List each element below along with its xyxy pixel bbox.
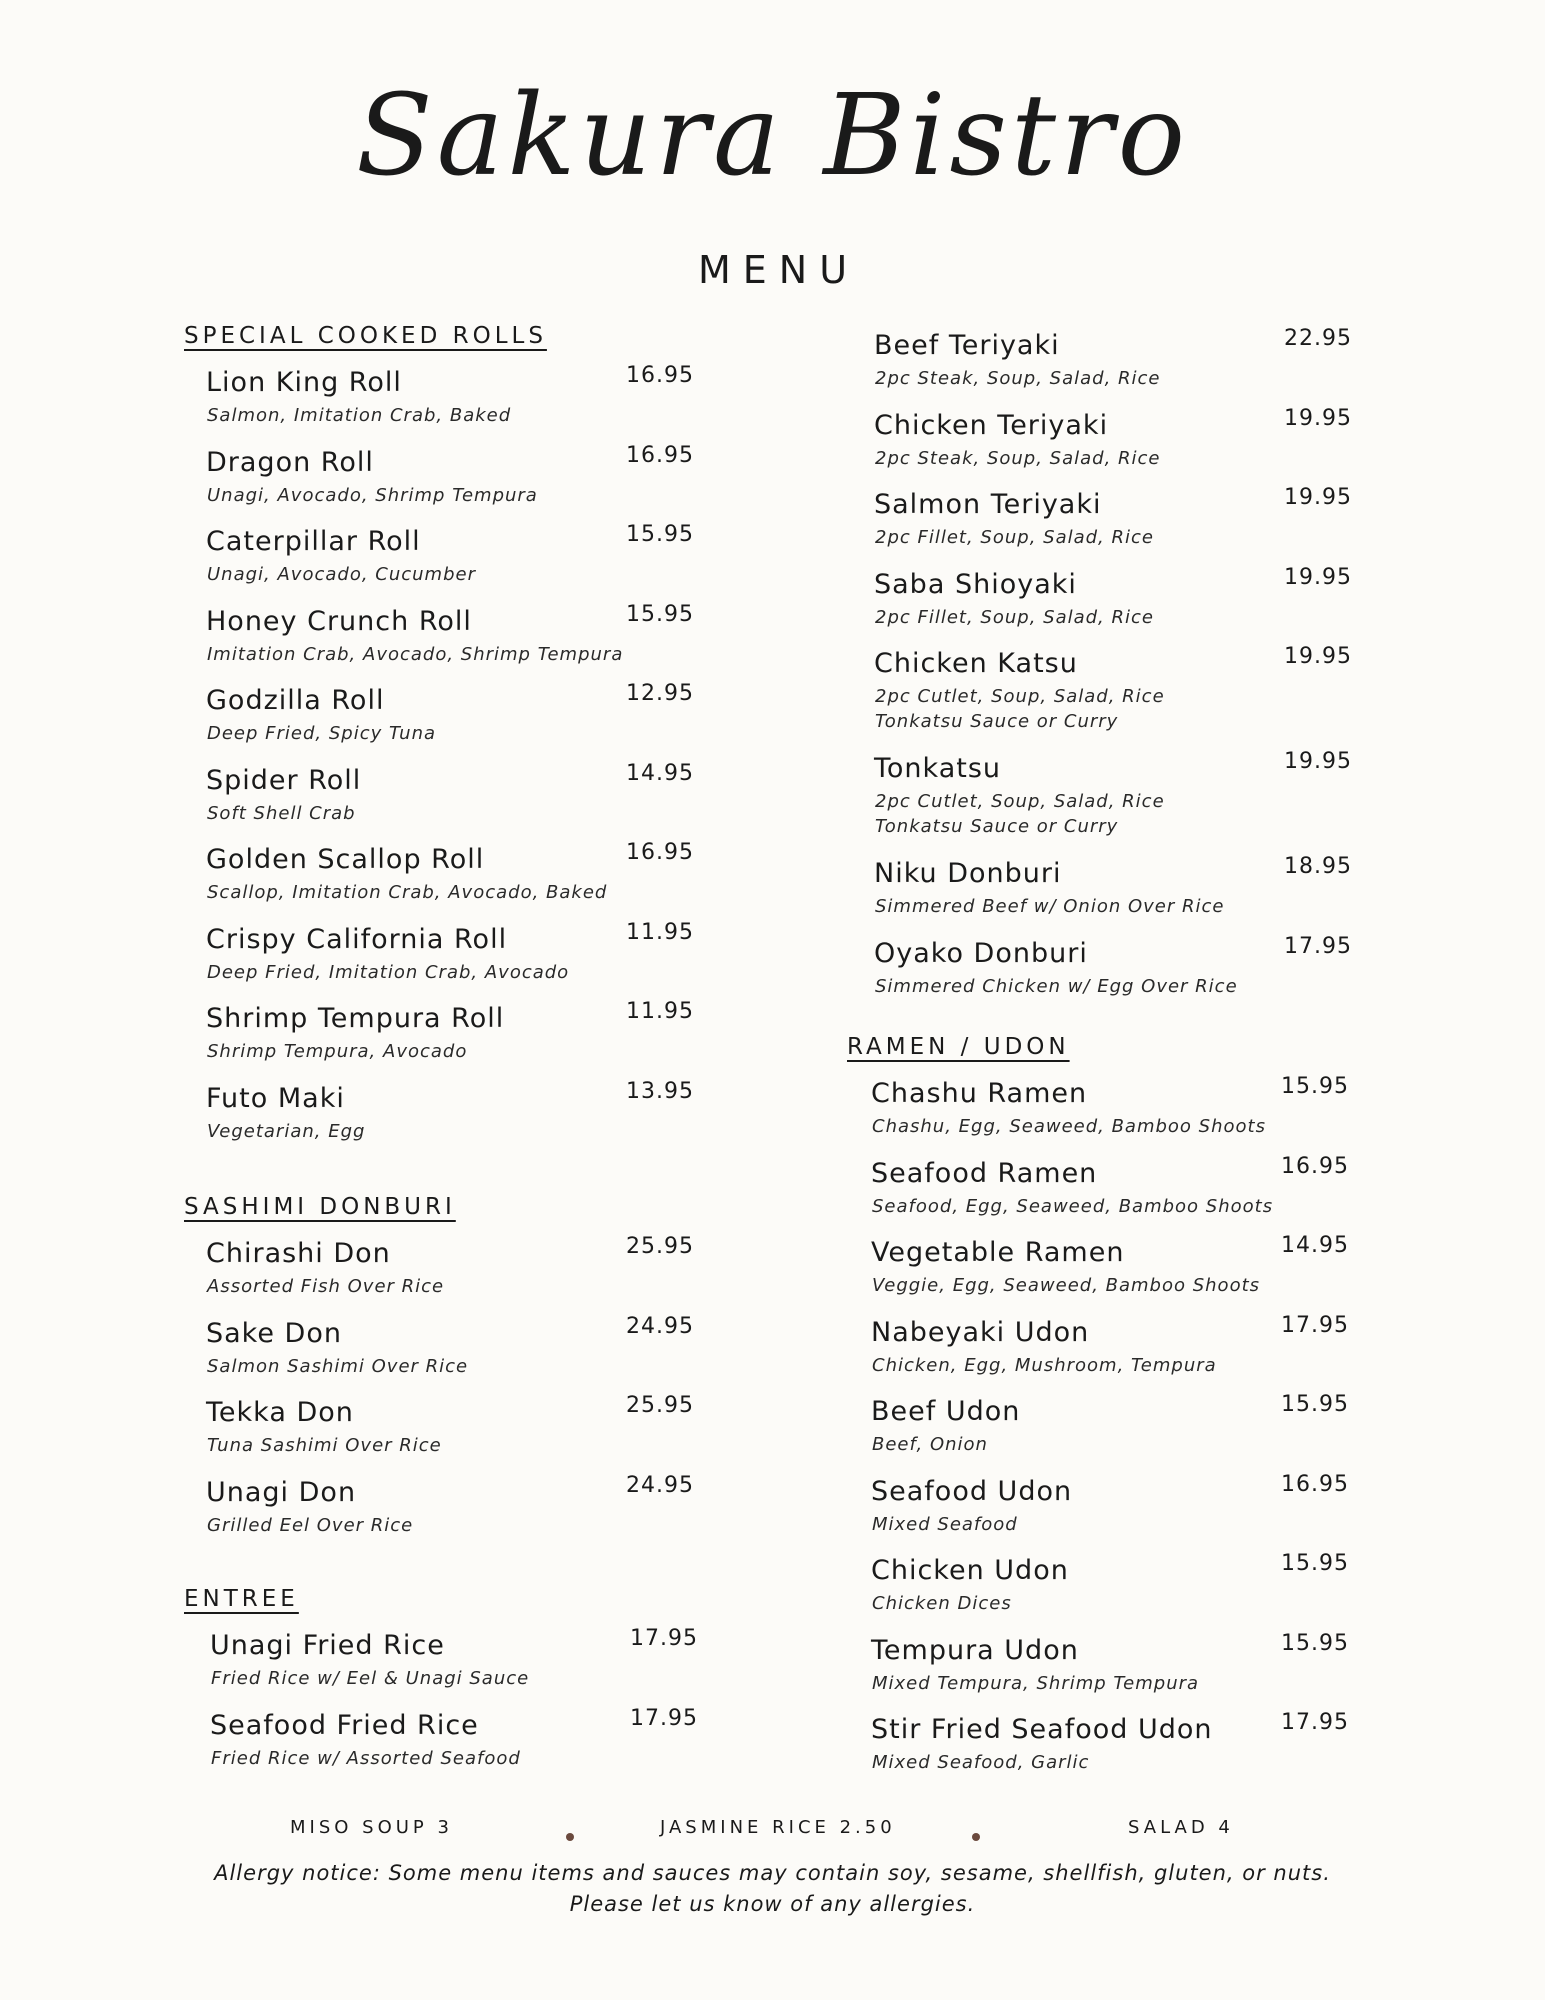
item-description: 2pc Steak, Soup, Salad, Rice — [875, 368, 1161, 389]
item-name: Futo Maki — [206, 1082, 345, 1114]
item-description: Chicken Dices — [872, 1593, 1012, 1614]
item-name: Dragon Roll — [206, 446, 374, 478]
item-description: Soft Shell Crab — [207, 802, 356, 824]
item-name: Tekka Don — [206, 1397, 354, 1428]
item-list — [847, 1074, 1391, 1794]
item-name: Unagi Don — [206, 1476, 357, 1508]
item-price: 19.95 — [1284, 644, 1352, 669]
item-name: Stir Fried Seafood Udon — [871, 1714, 1213, 1745]
item-price: 16.95 — [626, 442, 694, 468]
item-name: Beef Udon — [871, 1396, 1021, 1427]
menu-item — [206, 1078, 706, 1163]
item-price: 25.95 — [626, 1234, 694, 1259]
item-price: 17.95 — [1281, 1312, 1349, 1338]
item-price: 16.95 — [1281, 1153, 1349, 1179]
item-price: 19.95 — [1284, 405, 1352, 431]
item-name: Shrimp Tempura Roll — [206, 1003, 505, 1034]
item-description: Beef, Onion — [872, 1434, 988, 1455]
item-name: Nabeyaki Udon — [871, 1316, 1090, 1348]
item-price: 22.95 — [1284, 326, 1352, 351]
item-description: Seafood, Egg, Seaweed, Bamboo Shoots — [872, 1195, 1274, 1217]
item-description: 2pc Cutlet, Soup, Salad, Rice — [875, 791, 1165, 812]
item-name: Vegetable Ramen — [871, 1237, 1125, 1268]
extra-salad: SALAD 4 — [1128, 1817, 1234, 1838]
menu-item — [206, 363, 706, 447]
item-description: Simmered Chicken w/ Egg Over Rice — [875, 975, 1238, 997]
bullet-dot-icon — [972, 1833, 980, 1841]
section-heading: RAMEN / UDON — [847, 1034, 1070, 1060]
section-heading: SASHIMI DONBURI — [184, 1194, 456, 1220]
item-price: 11.95 — [626, 919, 694, 945]
item-description: Unagi, Avocado, Cucumber — [207, 564, 476, 585]
item-name: Caterpillar Roll — [206, 526, 421, 557]
section-heading: ENTREE — [184, 1586, 299, 1612]
menu-item — [206, 681, 706, 765]
item-price: 14.95 — [1281, 1233, 1349, 1258]
item-name: Chirashi Don — [206, 1238, 391, 1269]
item-price: 13.95 — [626, 1078, 694, 1104]
item-description: Fried Rice w/ Assorted Seafood — [211, 1747, 521, 1769]
menu-item — [874, 749, 1394, 858]
item-price: 19.95 — [1284, 485, 1352, 510]
menu-item — [210, 1705, 710, 1790]
item-price: 19.95 — [1284, 749, 1352, 774]
item-description: Deep Fried, Imitation Crab, Avocado — [207, 961, 570, 983]
extra-jasmine-rice: JASMINE RICE 2.50 — [660, 1817, 896, 1838]
section-entree — [184, 1586, 710, 1789]
menu-item — [206, 1313, 706, 1398]
item-description: 2pc Fillet, Soup, Salad, Rice — [875, 527, 1154, 548]
item-name: Chicken Udon — [871, 1555, 1069, 1586]
item-name: Spider Roll — [206, 764, 362, 796]
menu-item — [874, 933, 1394, 1018]
item-name: Seafood Fried Rice — [210, 1709, 479, 1741]
item-description: Fried Rice w/ Eel & Unagi Sauce — [211, 1668, 530, 1689]
item-description: Chicken, Egg, Mushroom, Tempura — [872, 1354, 1217, 1376]
item-price: 16.95 — [626, 840, 694, 865]
menu-item — [871, 1392, 1391, 1476]
menu-item — [871, 1153, 1391, 1238]
item-list — [850, 326, 1394, 1017]
item-name: Honey Crunch Roll — [206, 605, 472, 637]
extra-miso-soup: MISO SOUP 3 — [290, 1817, 453, 1838]
menu-item — [871, 1312, 1391, 1397]
section-special-cooked-rolls — [184, 323, 706, 1162]
menu-item — [874, 485, 1394, 569]
menu-item — [874, 644, 1394, 753]
item-name: Chicken Katsu — [874, 648, 1078, 679]
item-name: Seafood Udon — [871, 1475, 1073, 1507]
section-entree-continued — [850, 326, 1394, 1017]
item-price: 15.95 — [1281, 1392, 1349, 1417]
item-price: 17.95 — [630, 1626, 698, 1651]
bullet-dot-icon — [566, 1833, 574, 1841]
item-name: Sake Don — [206, 1317, 342, 1349]
menu-item — [874, 854, 1394, 938]
item-description: Unagi, Avocado, Shrimp Tempura — [207, 484, 538, 506]
item-name: Oyako Donburi — [874, 937, 1088, 969]
item-description: Salmon, Imitation Crab, Baked — [207, 405, 512, 426]
menu-item — [206, 919, 706, 1004]
menu-item — [206, 999, 706, 1083]
item-price: 25.95 — [626, 1393, 694, 1418]
item-price: 11.95 — [626, 999, 694, 1024]
item-description: Imitation Crab, Avocado, Shrimp Tempura — [207, 643, 624, 665]
menu-item — [871, 1630, 1391, 1715]
item-name: Salmon Teriyaki — [874, 489, 1102, 520]
item-price: 18.95 — [1284, 854, 1352, 879]
item-description: Assorted Fish Over Rice — [207, 1276, 445, 1297]
item-description-extra: Tonkatsu Sauce or Curry — [875, 816, 1119, 837]
menu-item — [874, 405, 1394, 490]
item-description: 2pc Steak, Soup, Salad, Rice — [875, 447, 1161, 469]
menu-item — [206, 1472, 706, 1557]
item-name: Niku Donburi — [874, 858, 1062, 889]
item-price: 17.95 — [1284, 933, 1352, 959]
menu-item — [206, 522, 706, 606]
item-price: 24.95 — [626, 1313, 694, 1339]
item-description: 2pc Fillet, Soup, Salad, Rice — [875, 606, 1154, 628]
allergy-notice: Allergy notice: Some menu items and sauces may contain soy, sesame, shellfish, gluten, or nuts. Please let us know of any allergies. — [214, 1861, 1331, 1916]
item-name: Chicken Teriyaki — [874, 409, 1109, 441]
item-description-extra: Tonkatsu Sauce or Curry — [875, 711, 1119, 732]
section-heading: SPECIAL COOKED ROLLS — [184, 323, 547, 349]
item-price: 24.95 — [626, 1472, 694, 1498]
item-description: 2pc Cutlet, Soup, Salad, Rice — [875, 686, 1165, 707]
menu-item — [210, 1626, 710, 1710]
item-name: Tonkatsu — [874, 753, 1002, 784]
item-price: 16.95 — [1281, 1471, 1349, 1497]
menu-item — [874, 564, 1394, 649]
item-price: 15.95 — [1281, 1551, 1349, 1576]
section-ramen-udon — [847, 1034, 1391, 1794]
item-description: Chashu, Egg, Seaweed, Bamboo Shoots — [872, 1116, 1266, 1137]
item-description: Vegetarian, Egg — [207, 1120, 366, 1142]
menu-subtitle: MENU — [697, 248, 860, 292]
item-name: Tempura Udon — [871, 1634, 1079, 1666]
menu-item — [874, 326, 1394, 410]
item-description: Simmered Beef w/ Onion Over Rice — [875, 896, 1225, 917]
item-description: Deep Fried, Spicy Tuna — [207, 723, 437, 744]
item-price: 15.95 — [626, 522, 694, 547]
menu-item — [206, 760, 706, 845]
item-description: Shrimp Tempura, Avocado — [207, 1041, 468, 1062]
item-price: 19.95 — [1284, 564, 1352, 590]
item-description: Mixed Seafood, Garlic — [872, 1752, 1090, 1773]
item-name: Godzilla Roll — [206, 685, 385, 716]
menu-item — [871, 1233, 1391, 1317]
item-description: Mixed Seafood — [872, 1513, 1018, 1535]
item-price: 15.95 — [1281, 1074, 1349, 1099]
menu-item — [871, 1074, 1391, 1158]
section-sashimi-donburi — [184, 1194, 706, 1556]
item-price: 14.95 — [626, 760, 694, 786]
menu-item — [206, 442, 706, 527]
item-price: 17.95 — [630, 1705, 698, 1731]
item-name: Unagi Fried Rice — [210, 1630, 445, 1661]
item-name: Crispy California Roll — [206, 923, 508, 955]
menu-item — [871, 1471, 1391, 1556]
item-name: Chashu Ramen — [871, 1078, 1088, 1109]
restaurant-title: Sakura Bistro — [356, 71, 1189, 201]
menu-item — [206, 840, 706, 924]
item-price: 12.95 — [626, 681, 694, 706]
item-description: Tuna Sashimi Over Rice — [207, 1435, 442, 1456]
item-name: Seafood Ramen — [871, 1157, 1098, 1189]
item-name: Lion King Roll — [206, 367, 402, 398]
item-list — [184, 363, 706, 1162]
item-name: Golden Scallop Roll — [206, 844, 485, 875]
item-price: 16.95 — [626, 363, 694, 388]
side-items-row — [0, 1817, 1545, 1847]
item-description: Mixed Tempura, Shrimp Tempura — [872, 1672, 1200, 1694]
menu-item — [206, 1393, 706, 1477]
item-list — [188, 1626, 710, 1789]
menu-item — [871, 1710, 1391, 1794]
menu-item — [871, 1551, 1391, 1635]
item-list — [184, 1234, 706, 1556]
item-price: 17.95 — [1281, 1710, 1349, 1735]
item-description: Salmon Sashimi Over Rice — [207, 1355, 469, 1377]
item-name: Saba Shioyaki — [874, 568, 1077, 600]
menu-item — [206, 601, 706, 686]
item-name: Beef Teriyaki — [874, 330, 1060, 361]
item-description: Grilled Eel Over Rice — [207, 1514, 414, 1536]
item-description: Scallop, Imitation Crab, Avocado, Baked — [207, 882, 608, 903]
item-price: 15.95 — [626, 601, 694, 627]
item-description: Veggie, Egg, Seaweed, Bamboo Shoots — [872, 1275, 1261, 1296]
menu-item — [206, 1234, 706, 1318]
item-price: 15.95 — [1281, 1630, 1349, 1656]
